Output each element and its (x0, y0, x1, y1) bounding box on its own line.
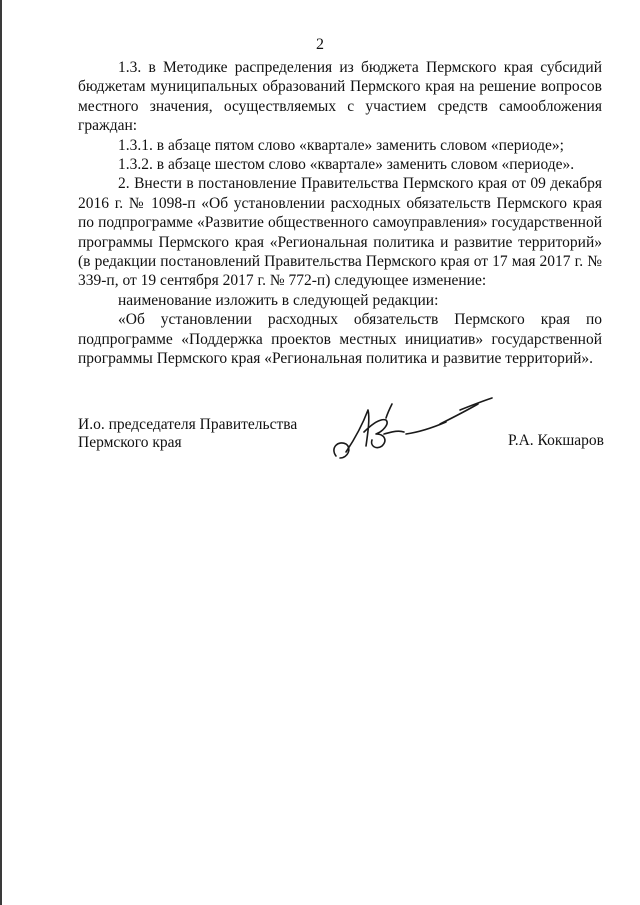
paragraph-new-title: «Об установлении расходных обязательств Пермского края по подпрограмме «Поддержка проектов местных инициатив» государственной программы Пермского края «Региональная политика и развитие территорий». (78, 311, 602, 368)
page-number: 2 (316, 36, 324, 53)
paragraph-1-3: 1.3. в Методике распределения из бюджета Пермского края субсидий бюджетам муниципальных образований Пермского края на решение вопросов местного значения, осуществляемых с участием средств самообложения граждан: (78, 59, 602, 135)
handwritten-signature (328, 388, 498, 468)
document-body (78, 58, 602, 369)
signature-block (0, 410, 640, 470)
signatory-title: И.о. председателя Правительства Пермского края (78, 416, 298, 451)
paragraph-2: 2. Внести в постановление Правительства Пермского края от 09 декабря 2016 г. № 1098-п «Об установлении расходных обязательств Пермского края по подпрограмме «Развитие общественного самоуправления» государственной программы Пермского края «Региональная политика и развитие территорий» (в редакции постановлений Правительства Пермского края от 17 мая 2017 г. № 339-п, от 19 сентября 2017 г. № 772-п) следующее изменение: (78, 175, 602, 290)
paragraph-1-3-1: 1.3.1. в абзаце пятом слово «квартале» заменить словом «периоде»; (118, 136, 564, 154)
paragraph-1-3-2: 1.3.2. в абзаце шестом слово «квартале» заменить словом «периоде». (118, 156, 575, 174)
paragraph-naming-instruction: наименование изложить в следующей редакции: (118, 291, 439, 309)
signatory-name: Р.А. Кокшаров (508, 432, 604, 449)
